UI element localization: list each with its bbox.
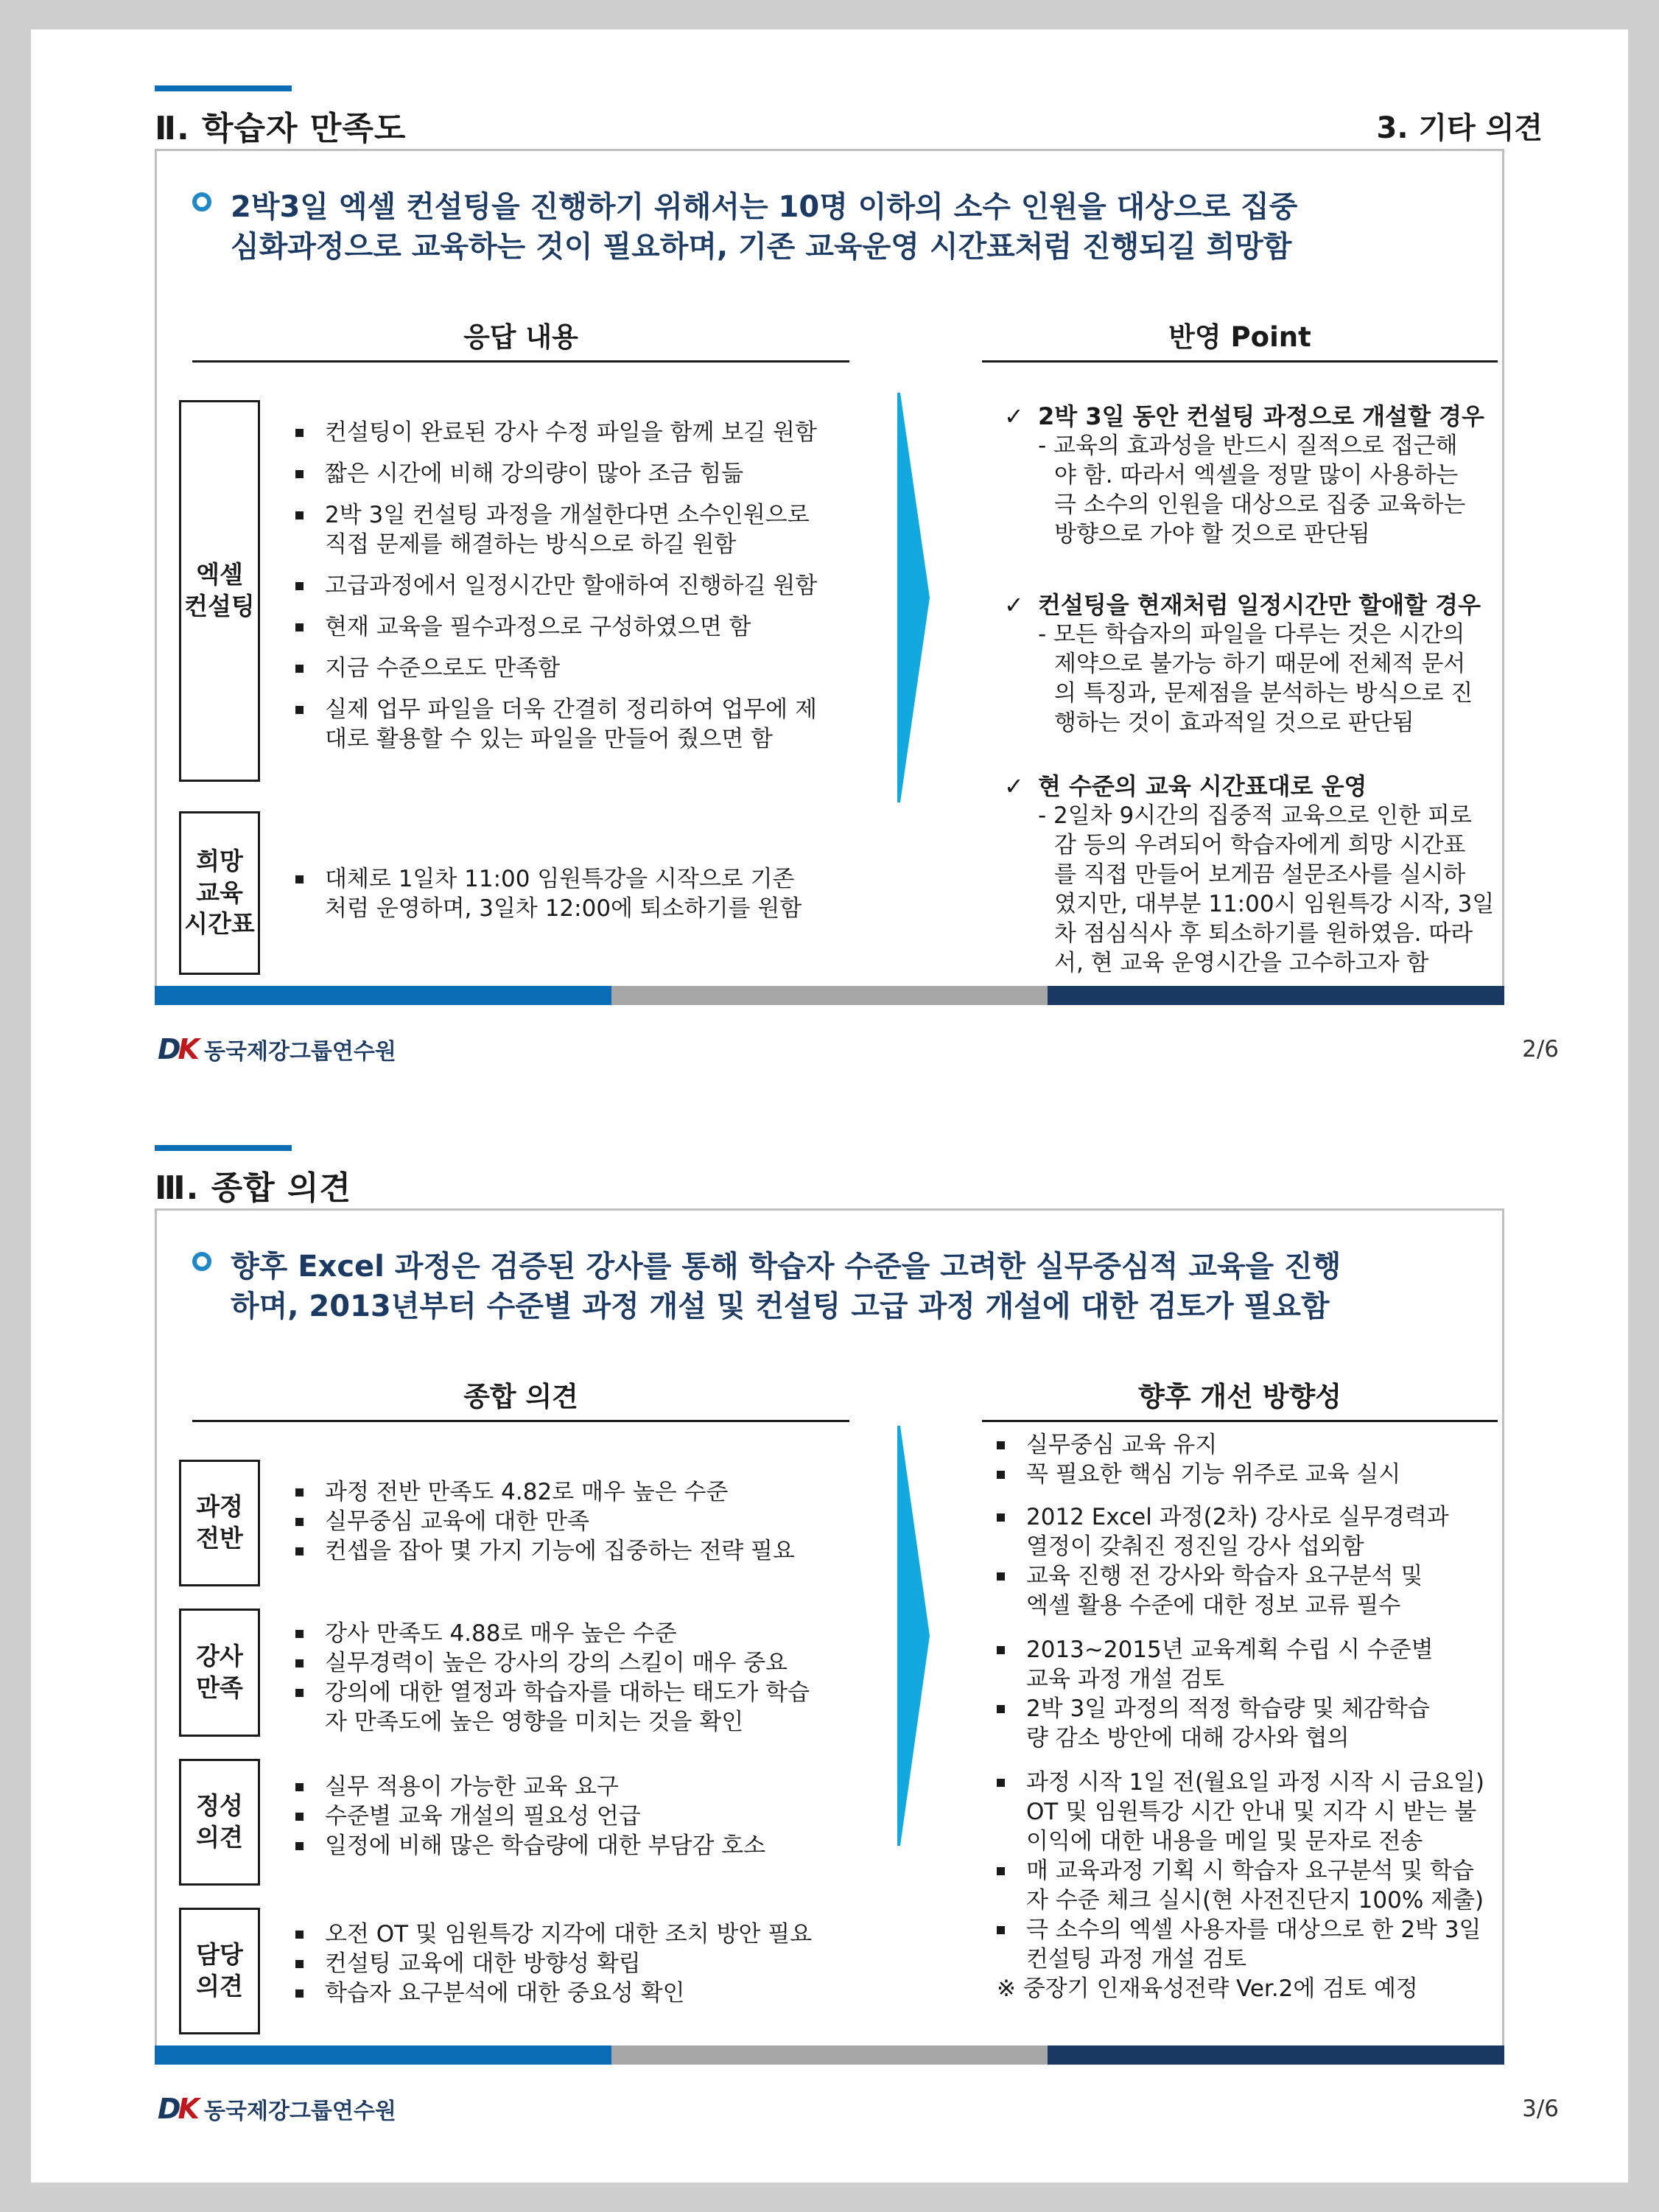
- list-item: 학습자 요구분석에 대한 중요성 확인: [295, 1978, 812, 2008]
- list-item: 강의에 대한 열정과 학습자를 대하는 태도가 학습 자 만족도에 높은 영향을 미치는 것을 확인: [295, 1678, 810, 1737]
- headline-line: 2박3일 엑셀 컨설팅을 진행하기 위해서는 10명 이하의 소수 인원을 대상으로 집중: [231, 190, 1298, 224]
- response-list: [295, 418, 817, 754]
- title-accent-bar: [155, 85, 292, 91]
- list-item: 꼭 필요한 핵심 기능 위주로 교육 실시: [997, 1460, 1400, 1489]
- category-label-line: 희망: [196, 846, 243, 875]
- list-item: 극 소수의 엑셀 사용자를 대상으로 한 2박 3일 컨설팅 과정 개설 검토: [997, 1915, 1484, 1974]
- improvement-list: [997, 1768, 1484, 1974]
- list-item: 실무경력이 높은 강사의 강의 스킬이 매우 중요: [295, 1648, 810, 1678]
- point-item: ✓ 현 수준의 교육 시간표대로 운영 - 2일차 9시간의 집중적 교육으로 인한 피로 감 등의 우려되어 학습자에게 희망 시간표 를 직접 만들어 보게끔 설문조사를 실시하 였지만, 대부분 11:00시 임원특강 시작, 3일 차 점심식사 후 퇴소하기를 원하였음. 따라 서, 현 교육 운영시간을 고수하고자 함: [1004, 772, 1495, 976]
- list-item: 컨설팅이 완료된 강사 수정 파일을 함께 보길 원함: [295, 418, 817, 447]
- list-item: 교육 진행 전 강사와 학습자 요구분석 및 엑셀 활용 수준에 대한 정보 교류 필수: [997, 1561, 1449, 1620]
- opinion-list: [295, 1919, 812, 2008]
- list-item: 강사 만족도 4.88로 매우 높은 수준: [295, 1619, 810, 1648]
- list-item: 2박 3일 과정의 적정 학습량 및 체감학습 량 감소 방안에 대해 강사와 협의: [997, 1694, 1434, 1753]
- right-header-rule: [982, 1420, 1498, 1422]
- page-number: 3/6: [1522, 2096, 1559, 2122]
- category-label-line: 담당: [196, 1940, 243, 1970]
- left-column-header: 종합 의견: [463, 1381, 578, 1413]
- logo-text: 동국제강그룹연수원: [204, 2099, 396, 2124]
- section-subtitle: 3. 기타 의견: [1376, 111, 1543, 145]
- left-column-header: 응답 내용: [463, 321, 578, 353]
- circle-bullet-icon: [192, 192, 211, 211]
- point-item: ✓ 컨설팅을 현재처럼 일정시간만 할애할 경우 - 모든 학습자의 파일을 다루는 것은 시간의 제약으로 불가능 하기 때문에 전체적 문서 의 특징과, 문제점을 분석하는 방식으로 진 행하는 것이 효과적일 것으로 판단됨: [1004, 591, 1481, 736]
- list-item: 고급과정에서 일정시간만 할애하여 진행하길 원함: [295, 571, 817, 601]
- opinion-list: [295, 1772, 765, 1861]
- right-header-rule: [982, 360, 1498, 363]
- category-label-box: [179, 1759, 260, 1886]
- category-label-line: 시간표: [184, 909, 255, 939]
- list-item: 2013~2015년 교육계획 수립 시 수준별 교육 과정 개설 검토: [997, 1635, 1434, 1694]
- opinion-list: [295, 1619, 810, 1737]
- list-item: 실무 적용이 가능한 교육 요구: [295, 1772, 765, 1802]
- list-item: 실제 업무 파일을 더욱 간결히 정리하여 업무에 제 대로 활용할 수 있는 파일을 만들어 줬으면 함: [295, 695, 817, 754]
- list-item: 컨셉을 잡아 몇 가지 기능에 집중하는 전략 필요: [295, 1536, 795, 1566]
- list-item: 실무중심 교육 유지: [997, 1430, 1400, 1460]
- check-icon: ✓: [1004, 591, 1024, 619]
- check-icon: ✓: [1004, 402, 1024, 430]
- improvement-list: [997, 1430, 1400, 1489]
- right-arrow-icon: [897, 1426, 933, 1846]
- category-label-box: [179, 1908, 260, 2034]
- content-frame: [155, 1208, 1504, 2065]
- footer-color-bar: [155, 2045, 1504, 2065]
- improvement-list: [997, 1502, 1449, 1620]
- list-item: 일정에 비해 많은 학습량에 대한 부담감 호소: [295, 1831, 765, 1861]
- slide-learner-satisfaction: [31, 29, 1628, 1076]
- improvement-list: [997, 1635, 1434, 1753]
- dk-logo-icon: DK: [158, 2093, 197, 2125]
- list-item: 2박 3일 컨설팅 과정을 개설한다면 소수인원으로 직접 문제를 해결하는 방식으로 하길 원함: [295, 500, 817, 559]
- list-item: 지금 수준으로도 만족함: [295, 654, 817, 683]
- list-item: 수준별 교육 개설의 필요성 언급: [295, 1802, 765, 1831]
- page-number: 2/6: [1522, 1036, 1559, 1063]
- section-title: Ⅱ. 학습자 만족도: [155, 110, 407, 147]
- opinion-list: [295, 1477, 795, 1566]
- circle-bullet-icon: [192, 1252, 211, 1271]
- category-label-box: [179, 400, 260, 782]
- right-column-header: 반영 Point: [1168, 321, 1311, 353]
- list-item: 대체로 1일차 11:00 임원특강을 시작으로 기존 처럼 운영하며, 3일차 12:00에 퇴소하기를 원함: [295, 864, 802, 923]
- dk-logo-icon: DK: [158, 1033, 197, 1065]
- point-item: ✓ 2박 3일 동안 컨설팅 과정으로 개설할 경우 - 교육의 효과성을 반드시 질적으로 접근해 야 함. 따라서 엑셀을 정말 많이 사용하는 극 소수의 인원을 대상으로 집중 교육하는 방향으로 가야 할 것으로 판단됨: [1004, 402, 1484, 547]
- category-label-line: 컨설팅: [184, 592, 255, 620]
- category-label-box: [179, 1460, 260, 1586]
- list-item: 짧은 시간에 비해 강의량이 많아 조금 힘듦: [295, 459, 817, 489]
- category-label-line: 정성: [196, 1791, 243, 1821]
- category-label-line: 엑셀: [196, 560, 243, 589]
- company-logo: [158, 2093, 396, 2125]
- category-label-box: [179, 811, 260, 975]
- company-logo: [158, 1033, 396, 1065]
- left-header-rule: [192, 360, 849, 363]
- category-label-line: 의견: [196, 1972, 243, 2001]
- slide-overall-opinion: [31, 1089, 1628, 2135]
- list-item: 과정 시작 1일 전(월요일 과정 시작 시 금요일) OT 및 임원특강 시간 안내 및 지각 시 받는 불 이익에 대한 내용을 메일 및 문자로 전송: [997, 1768, 1484, 1856]
- headline-line: 하며, 2013년부터 수준별 과정 개설 및 컨설팅 고급 과정 개설에 대한 검토가 필요함: [231, 1289, 1330, 1323]
- category-label-line: 교육: [196, 878, 243, 907]
- list-item: 컨설팅 교육에 대한 방향성 확립: [295, 1949, 812, 1978]
- footer-color-bar: [155, 986, 1504, 1005]
- review-note: ※ 중장기 인재육성전략 Ver.2에 검토 예정: [997, 1975, 1418, 2002]
- list-item: 과정 전반 만족도 4.82로 매우 높은 수준: [295, 1477, 795, 1507]
- category-label-line: 강사: [196, 1642, 243, 1671]
- headline-line: 심화과정으로 교육하는 것이 필요하며, 기존 교육운영 시간표처럼 진행되길 희망함: [231, 230, 1292, 264]
- section-title: Ⅲ. 종합 의견: [155, 1169, 351, 1207]
- response-list: [295, 864, 802, 923]
- headline-line: 향후 Excel 과정은 검증된 강사를 통해 학습자 수준을 고려한 실무중심적 교육을 진행: [231, 1250, 1341, 1284]
- right-arrow-icon: [897, 393, 933, 802]
- title-accent-bar: [155, 1145, 292, 1151]
- category-label-line: 과정: [196, 1492, 243, 1522]
- list-item: 오전 OT 및 임원특강 지각에 대한 조치 방안 필요: [295, 1919, 812, 1949]
- document-page: [31, 29, 1628, 2183]
- list-item: 2012 Excel 과정(2차) 강사로 실무경력과 열정이 갖춰진 정진일 강사 섭외함: [997, 1502, 1449, 1561]
- left-header-rule: [192, 1420, 849, 1422]
- category-label-line: 전반: [196, 1524, 243, 1553]
- category-label-line: 만족: [196, 1673, 243, 1702]
- content-frame: [155, 149, 1504, 1005]
- logo-text: 동국제강그룹연수원: [204, 1039, 396, 1065]
- check-icon: ✓: [1004, 772, 1024, 800]
- category-label-box: [179, 1609, 260, 1737]
- list-item: 실무중심 교육에 대한 만족: [295, 1507, 795, 1536]
- list-item: 현재 교육을 필수과정으로 구성하였으면 함: [295, 612, 817, 642]
- right-column-header: 향후 개선 방향성: [1138, 1381, 1341, 1413]
- category-label-line: 의견: [196, 1823, 243, 1852]
- list-item: 매 교육과정 기획 시 학습자 요구분석 및 학습 자 수준 체크 실시(현 사전진단지 100% 제출): [997, 1856, 1484, 1915]
